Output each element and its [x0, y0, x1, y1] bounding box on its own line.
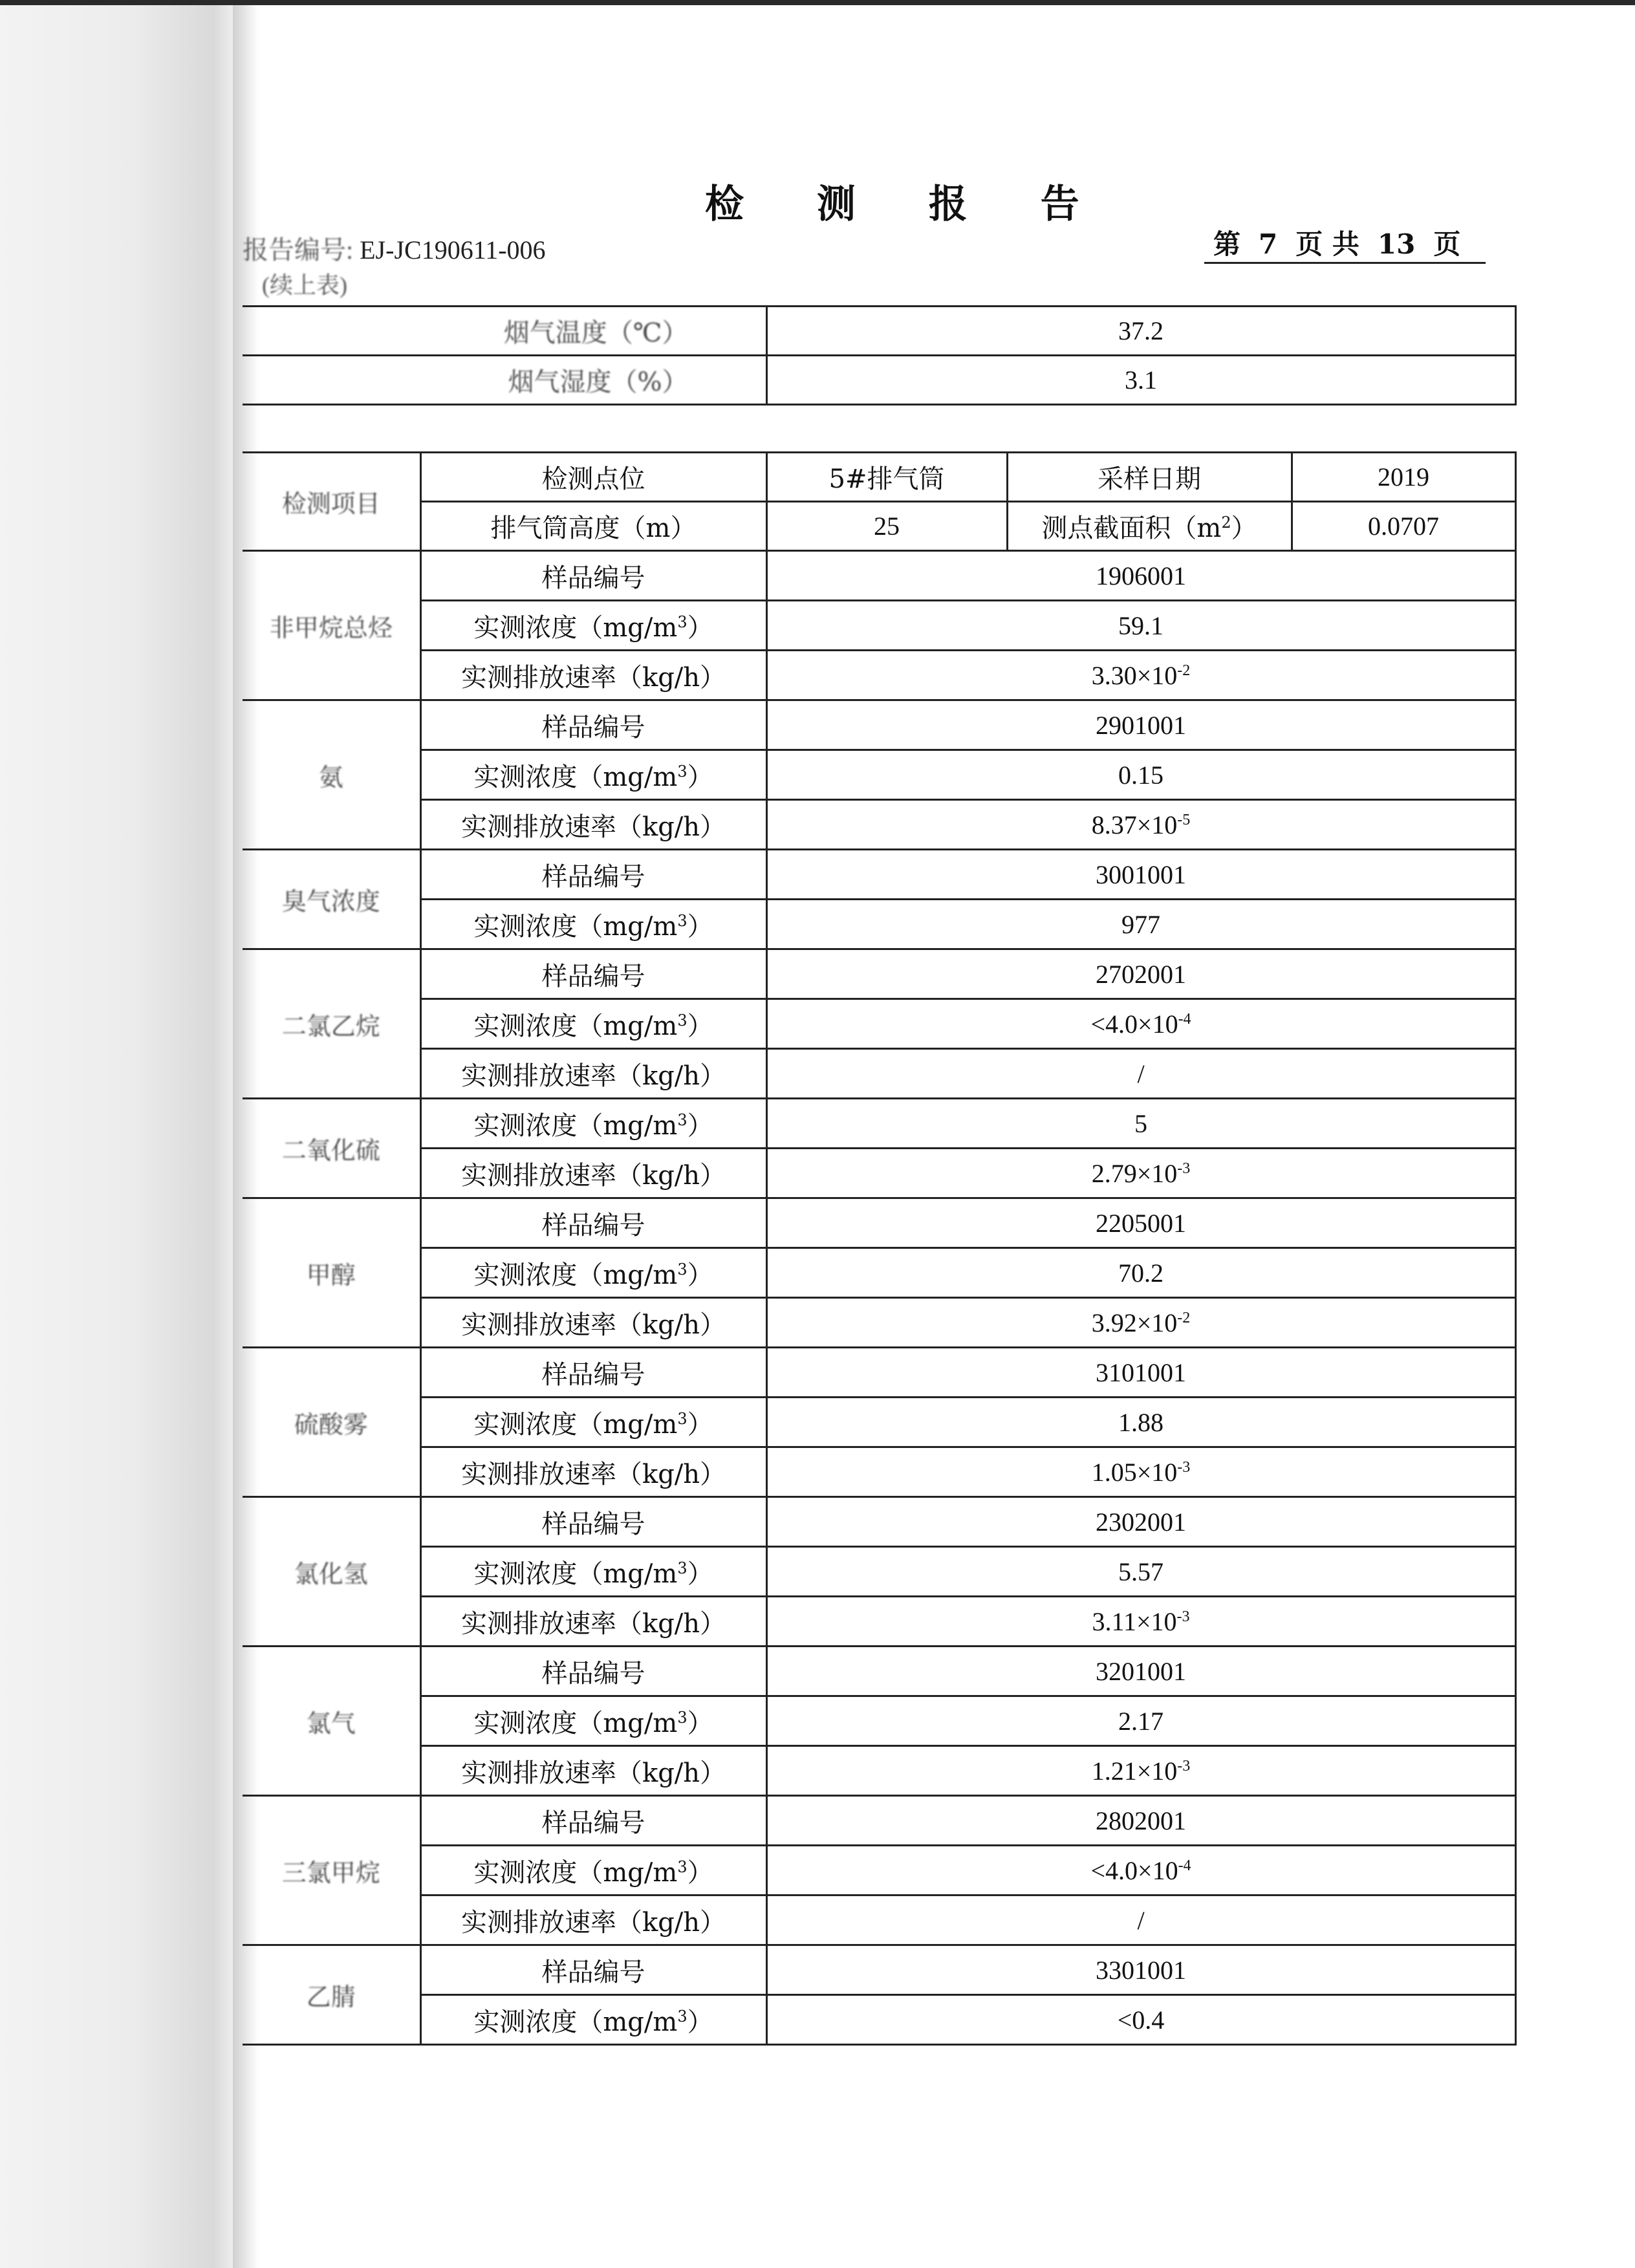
row-label-text: 样品编号	[541, 1509, 645, 1539]
value-exponent: -3	[1176, 1608, 1190, 1625]
row-label	[420, 1049, 766, 1099]
row-label	[420, 1547, 766, 1597]
table-row	[243, 551, 1515, 601]
category-header: 检测项目	[243, 453, 420, 551]
row-value: /	[766, 1049, 1515, 1099]
category-cell: 乙腈	[243, 1945, 420, 2045]
row-label	[420, 1945, 766, 1995]
value-mantissa: 1.21	[1091, 1756, 1137, 1786]
row-value: 2802001	[766, 1796, 1515, 1846]
value-mantissa: 8.37	[1091, 810, 1137, 839]
times-symbol: ×	[1138, 1855, 1153, 1885]
area-label-text: 测点截面积（m	[1041, 513, 1222, 543]
row-value	[766, 1447, 1515, 1497]
flue-humidity-label: 烟气湿度（%）	[243, 356, 766, 405]
row-value	[766, 800, 1515, 850]
value-mantissa: 3.11	[1092, 1606, 1136, 1636]
table-row	[243, 1099, 1515, 1149]
row-value: 3301001	[766, 1945, 1515, 1995]
row-value: 2.17	[766, 1696, 1515, 1746]
row-value: 2205001	[766, 1198, 1515, 1248]
table-row	[243, 356, 1515, 405]
row-value: 0.15	[766, 750, 1515, 800]
row-label	[420, 850, 766, 900]
table-row	[243, 1995, 1515, 2045]
row-label-text: 样品编号	[541, 1359, 645, 1390]
value-mantissa: 3.92	[1091, 1308, 1137, 1337]
row-value: 1.88	[766, 1398, 1515, 1447]
row-label-text: 实测浓度（mg/m	[473, 911, 678, 942]
table-row	[243, 1597, 1515, 1647]
row-label-sup: 3	[677, 1857, 688, 1876]
row-label-end: ）	[687, 612, 713, 643]
row-label	[420, 1497, 766, 1547]
row-label-text: 实测浓度（mg/m	[473, 1110, 678, 1141]
table-row	[243, 1248, 1515, 1298]
row-label-text: 实测浓度（mg/m	[473, 2007, 678, 2037]
row-label-sup: 3	[677, 762, 688, 781]
category-cell: 二氧化硫	[243, 1099, 420, 1198]
value-exponent: -3	[1177, 1757, 1191, 1775]
times-symbol: ×	[1136, 810, 1152, 839]
row-label-sup: 3	[677, 1559, 688, 1577]
report-number-label: 报告编号:	[243, 235, 354, 265]
row-value	[766, 1298, 1515, 1348]
row-value	[766, 1597, 1515, 1647]
row-value: 977	[766, 900, 1515, 949]
row-value: 3101001	[766, 1348, 1515, 1398]
value-mantissa: 3.30	[1091, 660, 1137, 690]
row-label	[420, 1099, 766, 1149]
row-label	[420, 949, 766, 999]
report-number-value: EJ-JC190611-006	[360, 235, 546, 265]
page-number	[1204, 223, 1469, 262]
table-row	[243, 307, 1515, 356]
row-label	[420, 651, 766, 700]
row-label-text: 样品编号	[541, 1957, 645, 1987]
row-label	[420, 900, 766, 949]
row-value: 5	[766, 1099, 1515, 1149]
row-value: 2302001	[766, 1497, 1515, 1547]
page-mid: 页 共	[1295, 228, 1359, 260]
table-row	[243, 502, 1515, 551]
row-label-text: 实测排放速率（kg/h）	[460, 1160, 726, 1191]
row-value	[766, 651, 1515, 700]
value-exponent: -2	[1177, 662, 1191, 679]
flue-temp-value: 37.2	[766, 307, 1515, 356]
header-height-label: 排气筒高度（m）	[420, 502, 766, 551]
table-row	[243, 1796, 1515, 1846]
scan-top-edge	[0, 0, 1635, 5]
row-label	[420, 1298, 766, 1348]
value-exponent: -3	[1177, 1160, 1191, 1177]
base-ten: 10	[1151, 660, 1178, 690]
row-label-end: ）	[687, 911, 713, 942]
table-row	[243, 1895, 1515, 1945]
times-symbol: ×	[1136, 660, 1152, 690]
header-rule	[1204, 262, 1486, 264]
table-row	[243, 850, 1515, 900]
header-date-label: 采样日期	[1007, 453, 1292, 502]
header-point-value: 5#排气筒	[766, 453, 1007, 502]
table-row	[243, 1198, 1515, 1248]
row-label-text: 实测排放速率（kg/h）	[460, 1608, 726, 1639]
table-row	[243, 999, 1515, 1049]
row-label	[420, 700, 766, 750]
row-label-text: 实测浓度（mg/m	[473, 1260, 678, 1290]
base-ten: 10	[1151, 1308, 1178, 1337]
category-cell: 臭气浓度	[243, 850, 420, 949]
row-label-sup: 3	[677, 1708, 688, 1727]
row-label-text: 样品编号	[541, 1210, 645, 1240]
row-value: 3001001	[766, 850, 1515, 900]
flue-humidity-value: 3.1	[766, 356, 1515, 405]
area-label-end: ）	[1231, 513, 1257, 543]
base-ten: 10	[1151, 1606, 1177, 1636]
header-point-label: 检测点位	[420, 453, 766, 502]
row-label-text: 样品编号	[541, 1658, 645, 1689]
header-height-value: 25	[766, 502, 1007, 551]
row-label	[420, 551, 766, 601]
row-label-end: ）	[687, 1110, 713, 1141]
table-row	[243, 1149, 1515, 1198]
value-exponent: -4	[1178, 1010, 1191, 1028]
row-label	[420, 1796, 766, 1846]
row-value	[766, 1149, 1515, 1198]
row-label-sup: 3	[677, 2007, 688, 2025]
value-exponent: -5	[1177, 811, 1191, 828]
binding-shadow	[0, 0, 243, 2268]
row-label-text: 实测浓度（mg/m	[473, 1708, 678, 1738]
row-label	[420, 1348, 766, 1398]
row-label-text: 样品编号	[541, 712, 645, 742]
row-label-end: ）	[687, 1708, 713, 1738]
table-row	[243, 1746, 1515, 1796]
row-label-sup: 3	[677, 1011, 688, 1030]
row-label	[420, 1746, 766, 1796]
row-value: 2702001	[766, 949, 1515, 999]
row-label-text: 样品编号	[541, 861, 645, 892]
value-mantissa: 2.79	[1091, 1158, 1137, 1188]
table-row	[243, 1447, 1515, 1497]
row-label-text: 实测排放速率（kg/h）	[460, 1061, 726, 1091]
category-cell: 氯化氢	[243, 1497, 420, 1647]
row-label-end: ）	[687, 1260, 713, 1290]
base-ten: 10	[1151, 810, 1178, 839]
row-value	[766, 1846, 1515, 1895]
table-row	[243, 1298, 1515, 1348]
row-label-text: 实测排放速率（kg/h）	[460, 1459, 726, 1489]
flue-temp-label: 烟气温度（℃）	[243, 307, 766, 356]
times-symbol: ×	[1136, 1158, 1152, 1188]
row-value: 70.2	[766, 1248, 1515, 1298]
table-row	[243, 1696, 1515, 1746]
table-row	[243, 1348, 1515, 1398]
times-symbol: ×	[1136, 1606, 1151, 1636]
page-total: 13	[1377, 228, 1416, 260]
times-symbol: ×	[1136, 1457, 1152, 1487]
row-label	[420, 1149, 766, 1198]
row-label	[420, 601, 766, 651]
row-label	[420, 1597, 766, 1647]
value-exponent: -4	[1178, 1857, 1191, 1874]
value-exponent: -2	[1177, 1309, 1191, 1326]
value-prefix: <	[1090, 1009, 1105, 1039]
row-label	[420, 1846, 766, 1895]
table-row	[243, 700, 1515, 750]
row-value	[766, 999, 1515, 1049]
row-label	[420, 750, 766, 800]
table-row	[243, 1647, 1515, 1696]
report-number	[243, 230, 546, 298]
row-label	[420, 999, 766, 1049]
row-label	[420, 1198, 766, 1248]
row-label-end: ）	[687, 762, 713, 792]
row-value: 2901001	[766, 700, 1515, 750]
header-area-value: 0.0707	[1292, 502, 1515, 551]
row-value: 1906001	[766, 551, 1515, 601]
category-cell: 二氯乙烷	[243, 949, 420, 1099]
row-label	[420, 1647, 766, 1696]
row-label-text: 实测浓度（mg/m	[473, 612, 678, 643]
row-label	[420, 800, 766, 850]
category-cell: 氯气	[243, 1647, 420, 1796]
times-symbol: ×	[1136, 1756, 1152, 1786]
row-label-sup: 3	[677, 1260, 688, 1279]
row-label-sup: 3	[677, 911, 688, 930]
times-symbol: ×	[1138, 1009, 1153, 1039]
row-label-text: 实测排放速率（kg/h）	[460, 662, 726, 693]
table-row	[243, 1398, 1515, 1447]
table-row	[243, 601, 1515, 651]
continued-label: (续上表)	[262, 272, 347, 298]
value-mantissa: 4.0	[1105, 1855, 1138, 1885]
table-row	[243, 1945, 1515, 1995]
category-cell: 硫酸雾	[243, 1348, 420, 1497]
table-row	[243, 750, 1515, 800]
row-value: 59.1	[766, 601, 1515, 651]
row-label-end: ）	[687, 2007, 713, 2037]
flue-gas-table	[243, 305, 1517, 405]
row-label-text: 实测浓度（mg/m	[473, 1011, 678, 1041]
row-label	[420, 1995, 766, 2045]
row-label-text: 实测排放速率（kg/h）	[460, 1310, 726, 1340]
category-cell: 三氯甲烷	[243, 1796, 420, 1945]
category-cell: 甲醇	[243, 1198, 420, 1348]
value-exponent: -3	[1177, 1458, 1191, 1476]
row-label-text: 样品编号	[541, 563, 645, 593]
value-mantissa: 4.0	[1105, 1009, 1138, 1039]
page-suffix: 页	[1433, 228, 1461, 260]
row-label-text: 实测浓度（mg/m	[473, 1409, 678, 1440]
area-label-sup: 2	[1221, 513, 1231, 532]
row-label-text: 实测浓度（mg/m	[473, 762, 678, 792]
row-label-sup: 3	[677, 1409, 688, 1428]
base-ten: 10	[1151, 1756, 1178, 1786]
table-row	[243, 1497, 1515, 1547]
row-label-sup: 3	[677, 612, 688, 631]
row-label-text: 实测浓度（mg/m	[473, 1857, 678, 1888]
header-date-value: 2019	[1292, 453, 1515, 502]
page-prefix: 第	[1213, 228, 1241, 260]
row-value: 3201001	[766, 1647, 1515, 1696]
document-title: 检 测 报 告	[705, 182, 1109, 227]
row-label-text: 样品编号	[541, 1808, 645, 1838]
category-cell: 非甲烷总烃	[243, 551, 420, 700]
category-cell: 氨	[243, 700, 420, 850]
row-value	[766, 1746, 1515, 1796]
row-label	[420, 1696, 766, 1746]
row-label	[420, 1895, 766, 1945]
table-row	[243, 453, 1515, 502]
row-label-text: 样品编号	[541, 961, 645, 991]
row-label	[420, 1447, 766, 1497]
row-label-text: 实测浓度（mg/m	[473, 1559, 678, 1589]
row-label-end: ）	[687, 1409, 713, 1440]
base-ten: 10	[1152, 1009, 1178, 1039]
table-row	[243, 1049, 1515, 1099]
base-ten: 10	[1152, 1855, 1178, 1885]
row-label-text: 实测排放速率（kg/h）	[460, 1907, 726, 1938]
table-row	[243, 651, 1515, 700]
table-row	[243, 900, 1515, 949]
row-label-sup: 3	[677, 1110, 688, 1129]
row-value: 5.57	[766, 1547, 1515, 1597]
row-label	[420, 1248, 766, 1298]
table-row	[243, 1547, 1515, 1597]
row-label-end: ）	[687, 1857, 713, 1888]
base-ten: 10	[1151, 1457, 1178, 1487]
table-row	[243, 949, 1515, 999]
detection-table	[243, 451, 1517, 2046]
row-label-text: 实测排放速率（kg/h）	[460, 812, 726, 842]
table-row	[243, 1846, 1515, 1895]
row-value: <0.4	[766, 1995, 1515, 2045]
value-mantissa: 1.05	[1091, 1457, 1137, 1487]
row-label-end: ）	[687, 1011, 713, 1041]
row-label-end: ）	[687, 1559, 713, 1589]
row-label	[420, 1398, 766, 1447]
value-prefix: <	[1090, 1855, 1105, 1885]
base-ten: 10	[1151, 1158, 1178, 1188]
page-current: 7	[1259, 228, 1278, 260]
times-symbol: ×	[1136, 1308, 1152, 1337]
header-area-label	[1007, 502, 1292, 551]
table-row	[243, 800, 1515, 850]
row-value: /	[766, 1895, 1515, 1945]
row-label-text: 实测排放速率（kg/h）	[460, 1758, 726, 1788]
